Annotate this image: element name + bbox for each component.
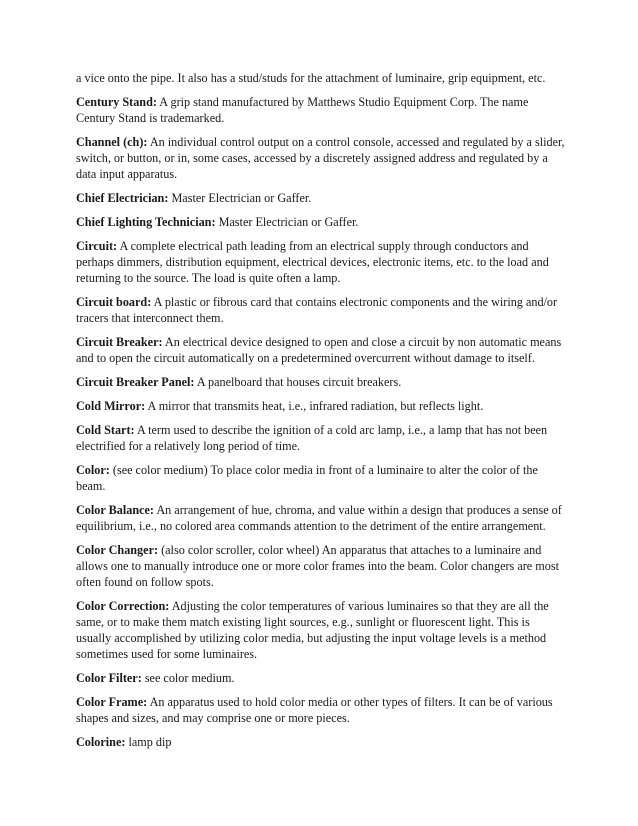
glossary-entry xyxy=(76,462,566,494)
entry-definition: see color medium. xyxy=(144,671,235,685)
glossary-entry xyxy=(76,374,566,390)
entry-definition: Master Electrician or Gaffer. xyxy=(218,215,359,229)
entry-term: Color Changer: xyxy=(76,543,159,557)
entry-term: Color Balance: xyxy=(76,503,154,517)
entry-term: Color Correction: xyxy=(76,599,170,613)
glossary-entry xyxy=(76,398,566,414)
entry-definition: An arrangement of hue, chroma, and value within a design that produces a sense of equilibrium, i.e., no colored area commands attention to the detriment of the entire arrangement. xyxy=(76,503,562,533)
entry-term: Cold Mirror: xyxy=(76,399,146,413)
entry-term: Circuit Breaker Panel: xyxy=(76,375,195,389)
entry-definition: A complete electrical path leading from an electrical supply through conductors and perhaps dimmers, distribution equipment, electrical devices, electronic items, etc. to the load and returning to the source. The load is quite often a lamp. xyxy=(76,239,549,285)
glossary-entry xyxy=(76,670,566,686)
glossary-entry xyxy=(76,334,566,366)
glossary-entry xyxy=(76,542,566,590)
glossary-entry xyxy=(76,294,566,326)
entry-definition: Master Electrician or Gaffer. xyxy=(171,191,312,205)
glossary-entry xyxy=(76,238,566,286)
entry-definition: (also color scroller, color wheel) An apparatus that attaches to a luminaire and allows one to manually introduce one or more color frames into the beam. Color changers are most often found on follow spots. xyxy=(76,543,559,589)
entry-term: Chief Lighting Technician: xyxy=(76,215,216,229)
entry-term: Channel (ch): xyxy=(76,135,148,149)
entry-term: Circuit board: xyxy=(76,295,152,309)
glossary-entry xyxy=(76,214,566,230)
entry-term: Colorine: xyxy=(76,735,126,749)
entry-term: Color Filter: xyxy=(76,671,142,685)
entry-definition: Adjusting the color temperatures of various luminaires so that they are all the same, or to make them match existing light sources, e.g., sunlight or fluorescent light. This is usually accomplished by utilizing color media, but adjusting the input voltage levels is a method sometimes used for some luminaires. xyxy=(76,599,549,661)
entry-definition: A panelboard that houses circuit breakers. xyxy=(196,375,402,389)
entry-term: Color: xyxy=(76,463,110,477)
glossary-entry xyxy=(76,598,566,662)
glossary-entry xyxy=(76,190,566,206)
glossary-entry xyxy=(76,94,566,126)
entry-definition: A grip stand manufactured by Matthews Studio Equipment Corp. The name Century Stand is trademarked. xyxy=(76,95,529,125)
glossary-entry xyxy=(76,502,566,534)
glossary-entry xyxy=(76,134,566,182)
glossary-entry xyxy=(76,422,566,454)
entry-definition: lamp dip xyxy=(128,735,172,749)
entry-definition: An apparatus used to hold color media or other types of filters. It can be of various shapes and sizes, and may comprise one or more pieces. xyxy=(76,695,553,725)
entry-definition: An individual control output on a control console, accessed and regulated by a slider, switch, or button, or in, some cases, accessed by a discretely assigned address and regulated by a data input apparatus. xyxy=(76,135,565,181)
entry-term: Color Frame: xyxy=(76,695,148,709)
entry-term: Cold Start: xyxy=(76,423,135,437)
entry-definition: A plastic or fibrous card that contains electronic components and the wiring and/or tracers that interconnect them. xyxy=(76,295,558,325)
entry-term: Circuit: xyxy=(76,239,118,253)
glossary-page xyxy=(76,70,566,758)
entry-definition: A mirror that transmits heat, i.e., infrared radiation, but reflects light. xyxy=(147,399,484,413)
entry-term: Circuit Breaker: xyxy=(76,335,163,349)
glossary-entry xyxy=(76,734,566,750)
entry-term: Chief Electrician: xyxy=(76,191,169,205)
entry-definition: An electrical device designed to open and close a circuit by non automatic means and to open the circuit automatically on a predetermined overcurrent without damage to itself. xyxy=(76,335,562,365)
entry-term: Century Stand: xyxy=(76,95,157,109)
entry-definition: A term used to describe the ignition of a cold arc lamp, i.e., a lamp that has not been electrified for a relatively long period of time. xyxy=(76,423,548,453)
glossary-entry xyxy=(76,694,566,726)
entry-definition: (see color medium) To place color media in front of a luminaire to alter the color of the beam. xyxy=(76,463,538,493)
continuation-paragraph: a vice onto the pipe. It also has a stud/studs for the attachment of luminaire, grip equipment, etc. xyxy=(76,71,546,85)
